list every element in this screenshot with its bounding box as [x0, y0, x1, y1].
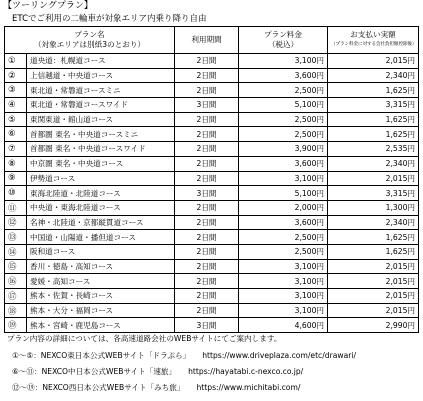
- plan-number: ⑦: [5, 142, 27, 157]
- plan-name: 首都圏 東名・中央道コースワイド: [27, 142, 175, 157]
- plan-period: 2日間: [175, 303, 239, 318]
- plan-payment: 2,340円: [328, 156, 419, 171]
- plan-payment: 2,535円: [328, 142, 419, 157]
- plan-price: 4,600円: [239, 318, 328, 333]
- table-row: [5, 186, 419, 201]
- plan-payment: 3,315円: [328, 98, 419, 113]
- plan-period: 2日間: [175, 83, 239, 98]
- plan-payment: 2,015円: [328, 54, 419, 69]
- footer-link-east-label: ①～⑤：NEXCO東日本公式WEBサイト「ドラぷら」: [12, 351, 191, 360]
- plan-name: 東関東道・館山道コース: [27, 112, 175, 127]
- plan-number: ⑧: [5, 156, 27, 171]
- document-heading: 【ツーリングプラン】: [3, 1, 93, 11]
- plan-payment: 1,625円: [328, 230, 419, 245]
- table-row: [5, 289, 419, 304]
- footer-link-west: [12, 383, 300, 393]
- plan-period: 2日間: [175, 112, 239, 127]
- plan-period: 2日間: [175, 54, 239, 69]
- plan-number: ①: [5, 54, 27, 69]
- footer-link-west-url[interactable]: https://www.michitabi.com/: [196, 383, 301, 392]
- table-row: [5, 127, 419, 142]
- plan-number: ②: [5, 68, 27, 83]
- plan-payment: 1,625円: [328, 244, 419, 259]
- plan-price: 3,900円: [239, 142, 328, 157]
- plan-period: 2日間: [175, 230, 239, 245]
- plan-number: ⑥: [5, 127, 27, 142]
- plan-number: ⑲: [5, 318, 27, 333]
- plan-price: 3,100円: [239, 289, 328, 304]
- plan-name: 上信越道・中央道コース: [27, 68, 175, 83]
- plan-number: ⑩: [5, 186, 27, 201]
- plan-payment: 2,340円: [328, 68, 419, 83]
- plan-name: 首都圏 東名・中央道コースミニ: [27, 127, 175, 142]
- plan-number: ⑬: [5, 230, 27, 245]
- plan-payment: 2,015円: [328, 259, 419, 274]
- plan-price: 2,500円: [239, 244, 328, 259]
- plan-payment: 2,015円: [328, 289, 419, 304]
- footer-link-east: [12, 351, 356, 361]
- table-row: [5, 215, 419, 230]
- plan-price: 3,100円: [239, 303, 328, 318]
- plan-price: 3,100円: [239, 274, 328, 289]
- table-row: [5, 318, 419, 333]
- table-row: [5, 98, 419, 113]
- plan-name: 中京圏 東名・中央道コース: [27, 156, 175, 171]
- plan-period: 2日間: [175, 215, 239, 230]
- plan-payment: 2,015円: [328, 303, 419, 318]
- header-pay-label: お支払い実額: [350, 30, 396, 39]
- plan-name: 東北道・常磐道コースワイド: [27, 98, 175, 113]
- plan-number: ⑰: [5, 289, 27, 304]
- plan-price: 2,500円: [239, 127, 328, 142]
- footer-link-central-label: ⑥～⑪：NEXCO中日本公式WEBサイト「速旅」: [12, 367, 177, 376]
- plan-payment: 2,340円: [328, 215, 419, 230]
- footer-link-west-label: ⑫～⑲：NEXCO西日本公式WEBサイト「みち旅」: [12, 383, 185, 392]
- table-row: [5, 68, 419, 83]
- plan-payment: 2,990円: [328, 318, 419, 333]
- plan-name: 阪和道コース: [27, 244, 175, 259]
- header-period: [175, 27, 239, 54]
- plan-name: 愛媛・高知コース: [27, 274, 175, 289]
- table-row: [5, 274, 419, 289]
- plan-period: 2日間: [175, 156, 239, 171]
- plan-number: ⑮: [5, 259, 27, 274]
- plan-name: 熊本・大分・福岡コース: [27, 303, 175, 318]
- plan-payment: 2,015円: [328, 171, 419, 186]
- table-row: [5, 142, 419, 157]
- table-row: [5, 259, 419, 274]
- header-plan-name: [5, 27, 175, 54]
- plan-price: 3,600円: [239, 215, 328, 230]
- table-row: [5, 156, 419, 171]
- header-price: [239, 27, 328, 54]
- plan-name: 熊本・佐賀・長崎コース: [27, 289, 175, 304]
- plan-period: 2日間: [175, 244, 239, 259]
- plan-payment: 1,625円: [328, 112, 419, 127]
- table-row: [5, 303, 419, 318]
- plan-period: 2日間: [175, 200, 239, 215]
- plan-price: 3,100円: [239, 259, 328, 274]
- plan-name: 香川・徳島・高知コース: [27, 259, 175, 274]
- plan-price: 3,100円: [239, 54, 328, 69]
- plan-name: 道央道：札幌道コース: [27, 54, 175, 69]
- footer-intro: プラン内容の詳細については、各高速道路会社のWEBサイトにてご案内します。: [7, 334, 282, 343]
- plan-number: ④: [5, 98, 27, 113]
- plan-payment: 1,625円: [328, 127, 419, 142]
- plan-period: 2日間: [175, 68, 239, 83]
- table-row: [5, 230, 419, 245]
- table-row: [5, 200, 419, 215]
- plan-number: ③: [5, 83, 27, 98]
- plan-number: ⑭: [5, 244, 27, 259]
- plan-number: ⑫: [5, 215, 27, 230]
- plan-name: 東北道・常磐道コースミニ: [27, 83, 175, 98]
- document-subheading: ETCでご利用の二輪車が対象エリア内乗り降り自由: [12, 14, 207, 24]
- plan-name: 伊勢道コース: [27, 171, 175, 186]
- plan-period: 2日間: [175, 259, 239, 274]
- header-pay-sub: （プラン料金に対する会社負担額控除後）: [331, 42, 417, 47]
- plan-price: 5,100円: [239, 98, 328, 113]
- plan-price: 2,500円: [239, 83, 328, 98]
- plan-price: 2,500円: [239, 230, 328, 245]
- plans-table: [4, 26, 419, 333]
- plan-period: 2日間: [175, 127, 239, 142]
- plan-period: 3日間: [175, 98, 239, 113]
- plan-price: 2,000円: [239, 200, 328, 215]
- plan-number: ⑱: [5, 303, 27, 318]
- plan-period: 3日間: [175, 318, 239, 333]
- plan-number: ⑨: [5, 171, 27, 186]
- footer-link-east-url[interactable]: https://www.driveplaza.com/etc/drawari/: [202, 351, 357, 360]
- plan-number: ⑪: [5, 200, 27, 215]
- plan-period: 3日間: [175, 186, 239, 201]
- plan-period: 2日間: [175, 142, 239, 157]
- plan-payment: 1,300円: [328, 200, 419, 215]
- header-plan-name-sub: （対象エリアは別紙3のとおり）: [33, 40, 146, 49]
- plan-period: 2日間: [175, 171, 239, 186]
- plan-price: 3,600円: [239, 68, 328, 83]
- header-period-label: 利用期間: [191, 35, 222, 44]
- header-price-sub: （税込）: [267, 40, 299, 49]
- header-pay: [328, 27, 419, 54]
- plan-payment: 1,625円: [328, 83, 419, 98]
- plan-period: 2日間: [175, 274, 239, 289]
- table-header-row: [5, 27, 419, 54]
- header-price-label: プラン料金: [264, 30, 302, 39]
- plan-name: 東海北陸道・北陸道コース: [27, 186, 175, 201]
- footer-link-central: [12, 367, 303, 377]
- plan-name: 名神・北陸道・京都縦貫道コース: [27, 215, 175, 230]
- plan-price: 3,600円: [239, 156, 328, 171]
- footer-link-central-url[interactable]: https://hayatabi.c-nexco.co.jp/: [188, 367, 304, 376]
- plan-price: 5,100円: [239, 186, 328, 201]
- table-row: [5, 112, 419, 127]
- plan-number: ⑤: [5, 112, 27, 127]
- plan-number: ⑯: [5, 274, 27, 289]
- plan-payment: 2,015円: [328, 274, 419, 289]
- plan-price: 2,500円: [239, 112, 328, 127]
- header-plan-name-label: プラン名: [74, 30, 105, 39]
- plan-price: 3,100円: [239, 171, 328, 186]
- plan-period: 2日間: [175, 289, 239, 304]
- table-row: [5, 54, 419, 69]
- plan-name: 中国道・山陽道・播但道コース: [27, 230, 175, 245]
- table-row: [5, 83, 419, 98]
- plan-name: 熊本・宮崎・鹿児島コース: [27, 318, 175, 333]
- plan-name: 中央道・東海北陸道コース: [27, 200, 175, 215]
- table-row: [5, 171, 419, 186]
- plan-payment: 3,315円: [328, 186, 419, 201]
- table-row: [5, 244, 419, 259]
